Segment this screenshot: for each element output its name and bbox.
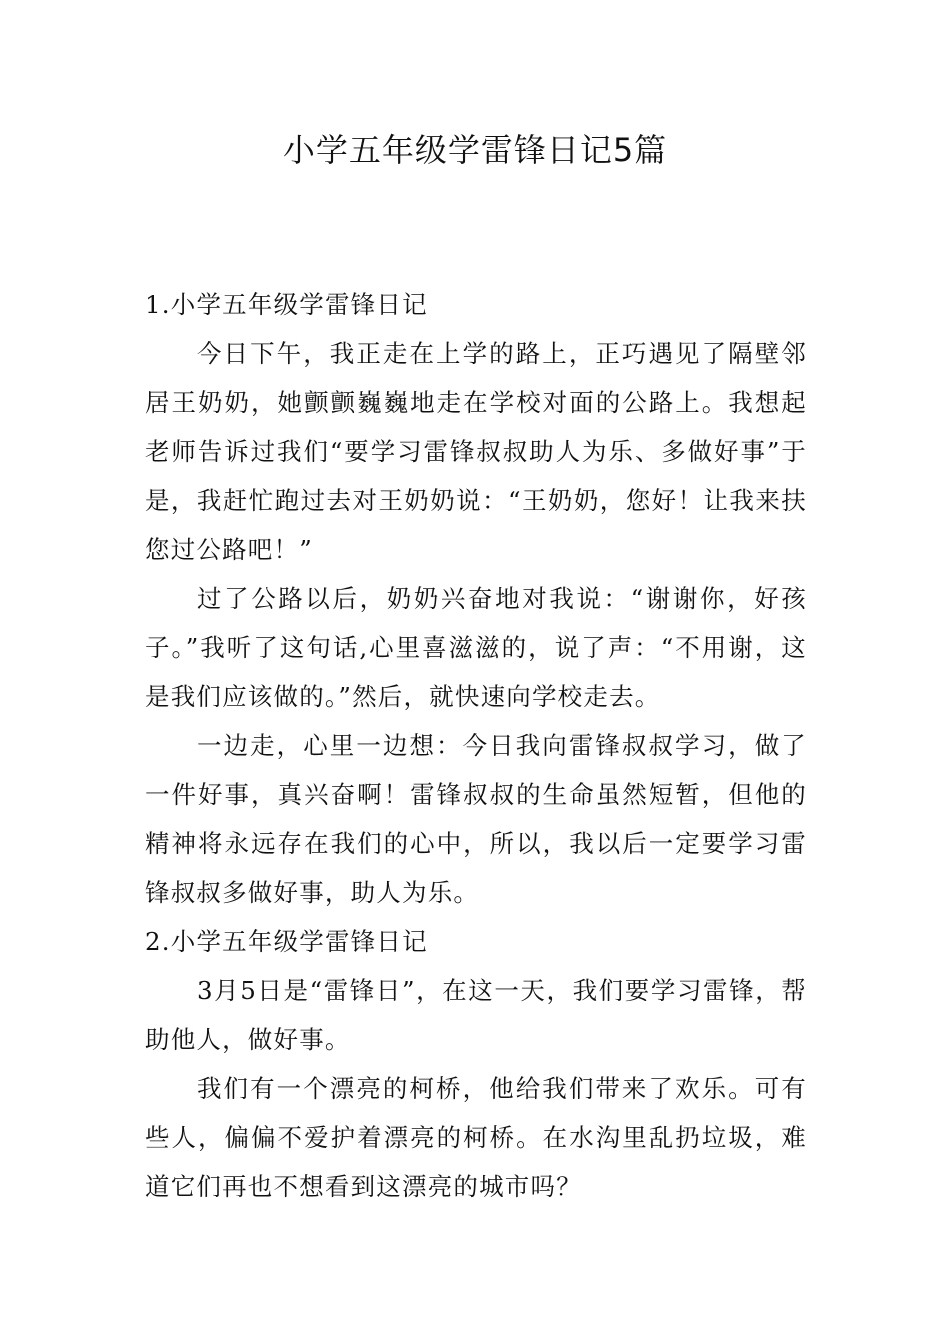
section-heading: 1.小学五年级学雷锋日记: [145, 290, 428, 319]
paragraph: 一边走，心里一边想：今日我向雷锋叔叔学习，做了一件好事，真兴奋啊！雷锋叔叔的生命虽然短暂，但他的精神将永远存在我们的心中，所以，我以后一定要学习雷锋叔叔多做好事，助人为乐。: [145, 731, 807, 907]
paragraph: 今日下午，我正走在上学的路上，正巧遇见了隔壁邻居王奶奶，她颤颤巍巍地走在学校对面的公路上。我想起老师告诉过我们“要学习雷锋叔叔助人为乐、多做好事”于是，我赶忙跑过去对王奶奶说：“王奶奶，您好！让我来扶您过公路吧！”: [145, 339, 807, 564]
document-body: [145, 280, 807, 1211]
paragraph: 3月5日是“雷锋日”，在这一天，我们要学习雷锋，帮助他人，做好事。: [145, 976, 807, 1054]
section-heading: 2.小学五年级学雷锋日记: [145, 927, 428, 956]
paragraph: 我们有一个漂亮的柯桥，他给我们带来了欢乐。可有些人，偏偏不爱护着漂亮的柯桥。在水沟里乱扔垃圾，难道它们再也不想看到这漂亮的城市吗？: [145, 1074, 807, 1201]
paragraph: 过了公路以后，奶奶兴奋地对我说：“谢谢你，好孩子。”我听了这句话,心里喜滋滋的，说了声：“不用谢，这是我们应该做的。”然后，就快速向学校走去。: [145, 584, 807, 711]
document-title: 小学五年级学雷锋日记5篇: [282, 131, 668, 169]
